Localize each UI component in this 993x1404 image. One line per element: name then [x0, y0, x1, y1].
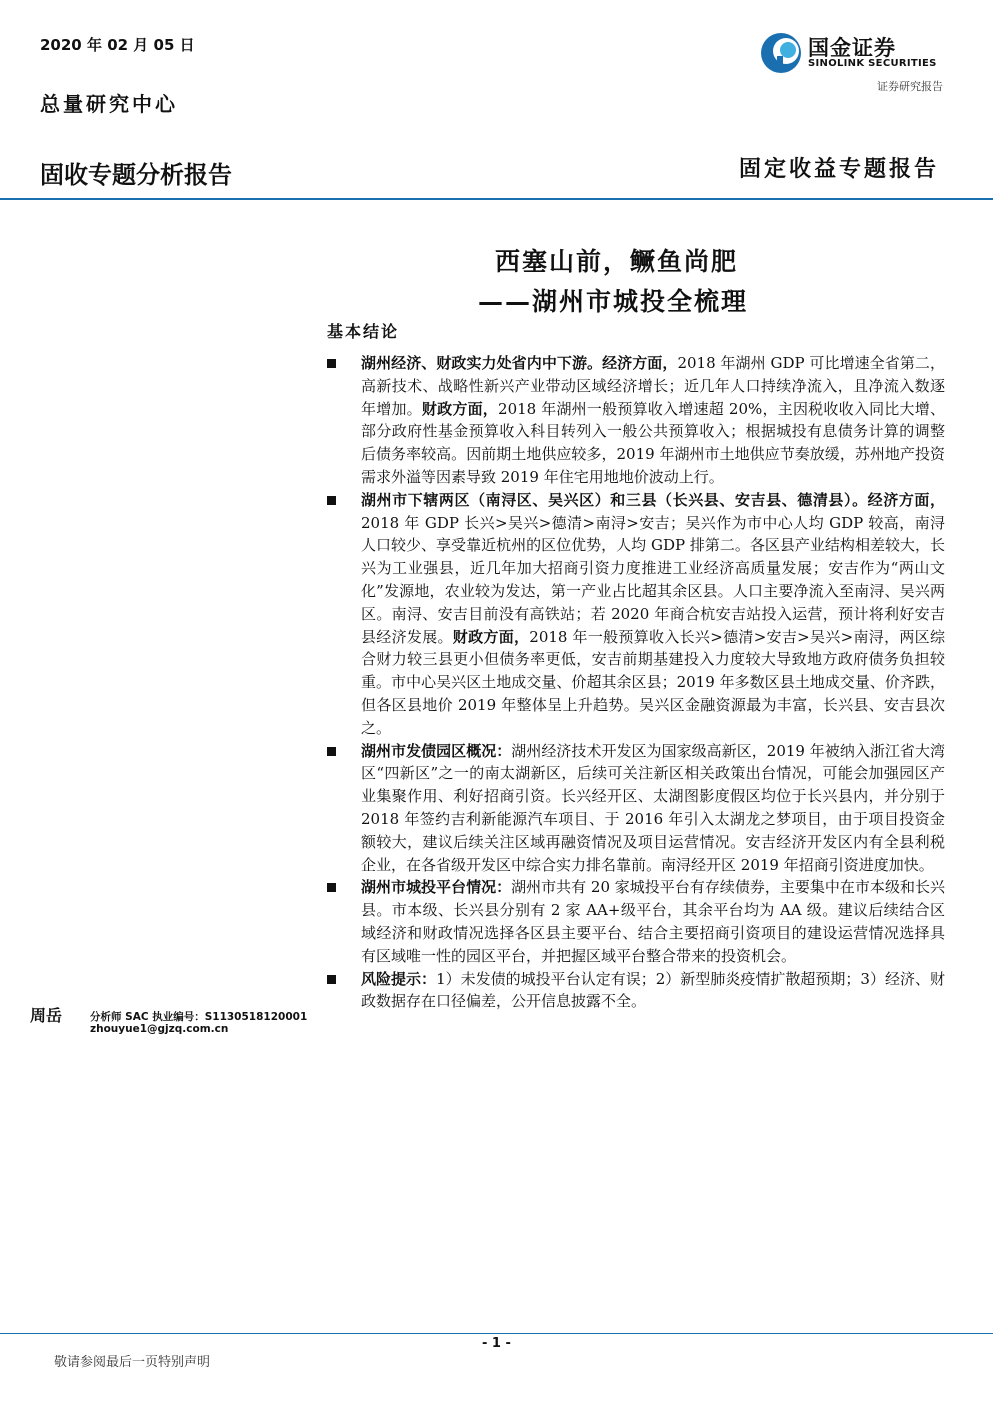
analyst-email[interactable]: zhouyue1@gjzq.com.cn: [90, 1023, 229, 1035]
logo-subtitle: 证券研究报告: [877, 80, 943, 93]
bullet-text: 湖州市共有 20 家城投平台有存续债券，主要集中在市本级和长兴县。市本级、长兴县分别有 2 家 AA+级平台，其余平台均为 AA 级。建议后续结合区域经济和财政情况选择各区县主要平台、结合主要招商引资项目的建设运营情况选择具有区域唯一性的园区平台，并把握区域平台整合带来的投资机会。: [361, 878, 945, 965]
logo-mark-icon: [758, 30, 804, 76]
research-center: 总量研究中心: [40, 92, 178, 116]
bullet-square-icon: [327, 496, 336, 505]
page-number: - 1 -: [482, 1336, 511, 1351]
bullet-square-icon: [327, 359, 336, 368]
bullet-lead: 湖州经济、财政实力处省内中下游。经济方面，: [361, 354, 678, 372]
list-item: [327, 876, 945, 967]
report-title: 西塞山前，鳜鱼尚肥: [495, 247, 739, 276]
bullet-lead: 湖州市下辖两区（南浔区、吴兴区）和三县（长兴县、安吉县、德清县）。经济方面，: [361, 490, 945, 509]
logo-cn-text: 国金证券: [808, 36, 896, 60]
list-item: [327, 968, 945, 1014]
header-divider: [0, 198, 993, 200]
bullet-square-icon: [327, 975, 336, 984]
section-title: 基本结论: [327, 322, 400, 341]
bullet-text: 2018 年 GDP 长兴>吴兴>德清>南浔>安吉；吴兴作为市中心人均 GDP 较高，南浔人口较少、享受靠近杭州的区位优势，人均 GDP 排第二。各区县产业结构相差较大，长兴为工业强县，近几年加大招商引资力度推进工业经济高质量发展；安吉作为“两山文化”发源地，农业较为发达，第一产业占比超其余区县。人口主要净流入至南浔、吴兴两区。南浔、安吉目前没有高铁站；若 2020 年商合杭安吉站投入运营，预计将利好安吉县经济发展。: [361, 513, 945, 646]
bullet-sublead: 财政方面，: [452, 627, 530, 646]
bullet-text: 2018 年湖州 GDP 可比增速全省第二，高新技术、战略性新兴产业带动区域经济增长；近几年人口持续净流入，且净流入数逐年增加。: [361, 354, 945, 418]
analyst-name: 周岳: [30, 1006, 63, 1025]
bullet-lead: 风险提示：: [361, 969, 437, 988]
bullet-text: 1）未发债的城投平台认定有误；2）新型肺炎疫情扩散超预期；3）经济、财政数据存在口径偏差，公开信息披露不全。: [361, 969, 945, 1011]
report-type: 固收专题分析报告: [40, 161, 232, 189]
footer-divider: [0, 1333, 993, 1334]
list-item: [327, 740, 945, 877]
bullet-lead: 湖州市发债园区概况：: [361, 741, 512, 760]
conclusion-list: [327, 352, 945, 1013]
bullet-lead: 湖州市城投平台情况：: [361, 878, 512, 897]
report-subtitle: ——湖州市城投全梳理: [478, 287, 749, 316]
bullet-square-icon: [327, 883, 336, 892]
company-logo: [758, 30, 943, 78]
report-category: 固定收益专题报告: [738, 156, 939, 182]
bullet-sublead: 财政方面，: [421, 399, 499, 418]
list-item: [327, 489, 945, 740]
list-item: [327, 352, 945, 489]
logo-en-text: SINOLINK SECURITIES: [808, 58, 937, 69]
bullet-text: 湖州经济技术开发区为国家级高新区，2019 年被纳入浙江省大湾区“四新区”之一的南太湖新区，后续可关注新区相关政策出台情况，可能会加强园区产业集聚作用、利好招商引资。长兴经开区、太湖图影度假区均位于长兴县内，并分别于 2018 年签约吉利新能源汽车项目、于 2016 年引入太湖龙之梦项目，由于项目投资金额较大，建议后续关注区域再融资情况及项目运营情况。安吉经济开发区内有全县利税企业，在各省级开发区中综合实力排名靠前。南浔经开区 2019 年招商引资进度加快。: [361, 741, 945, 874]
disclaimer-note: 敬请参阅最后一页特别声明: [54, 1355, 211, 1370]
bullet-square-icon: [327, 747, 336, 756]
analyst-sac-id: 分析师 SAC 执业编号：S1130518120001: [90, 1011, 308, 1023]
bullet-text: 2018 年一般预算收入长兴>德清>安吉>吴兴>南浔，两区综合财力较三县更小但债务率更低，安吉前期基建投入力度较大导致地方政府债务负担较重。市中心吴兴区土地成交量、价超其余区县；2019 年多数区县土地成交量、价齐跌，但各区县地价 2019 年整体呈上升趋势。吴兴区金融资源最为丰富，长兴县、安吉县次之。: [361, 627, 945, 737]
report-date: 2020 年 02 月 05 日: [40, 36, 195, 54]
bullet-text: 2018 年湖州一般预算收入增速超 20%，主因税收收入同比大增、部分政府性基金预算收入科目转列入一般公共预算收入；根据城投有息债务计算的调整后债务率较高。因前期土地供应较多，2019 年湖州市土地供应节奏放缓，苏州地产投资需求外溢等因素导致 2019 年住宅用地地价波动上行。: [361, 399, 945, 486]
